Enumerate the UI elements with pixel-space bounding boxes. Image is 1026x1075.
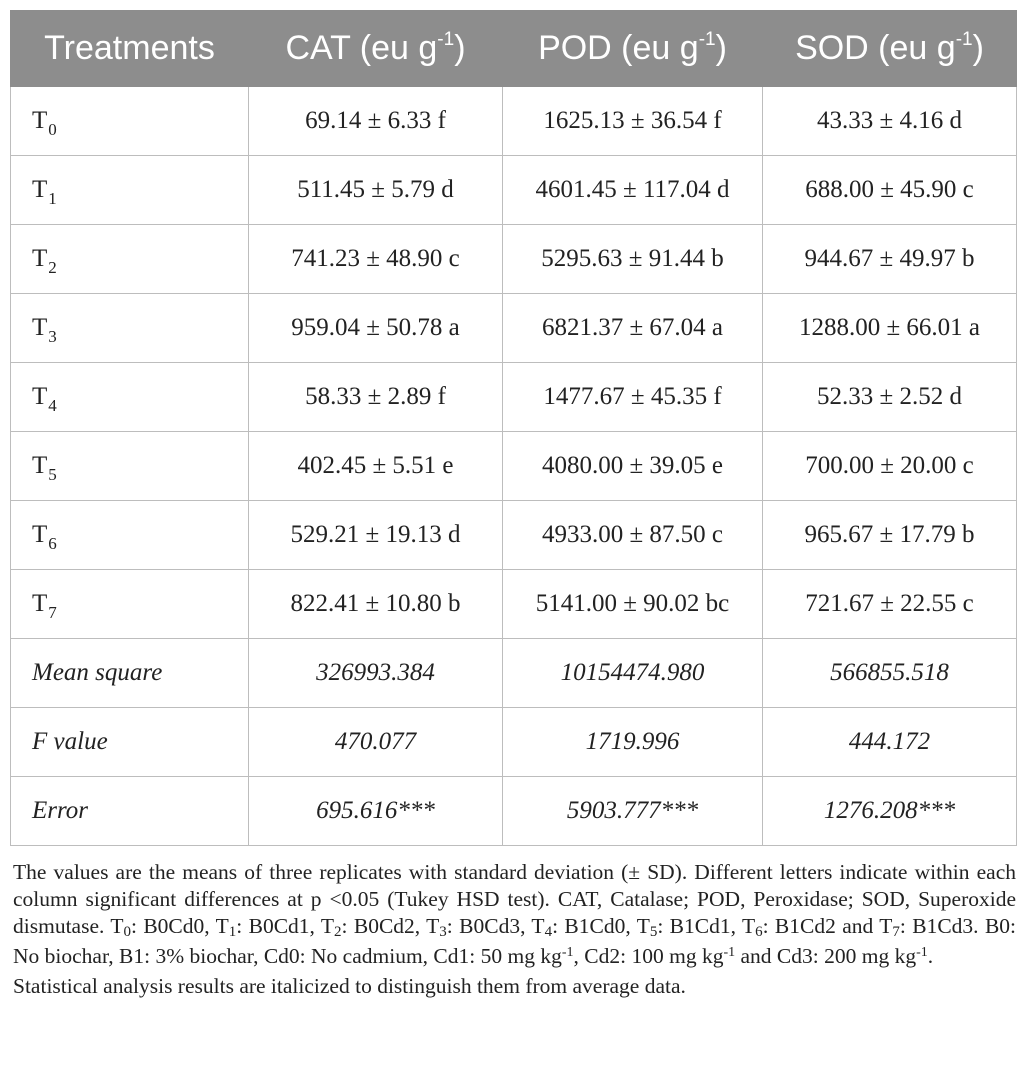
treatment-cell: $T_7$ [11, 570, 249, 639]
cat-stat-cell: 470.077 [249, 708, 503, 777]
treatment-cell: $T_4$ [11, 363, 249, 432]
header-pod: POD (eu $g^{-1}$) [503, 11, 763, 87]
pod-value-cell: 1625.13 ± 36.54 f [503, 87, 763, 156]
table-footnote [10, 859, 1016, 1000]
header-treatments: Treatments [11, 11, 249, 87]
cat-value-cell: 822.41 ± 10.80 b [249, 570, 503, 639]
table-row [11, 225, 1017, 294]
sod-value-cell: 721.67 ± 22.55 c [763, 570, 1017, 639]
pod-value-cell: 6821.37 ± 67.04 a [503, 294, 763, 363]
stat-row [11, 777, 1017, 846]
cat-value-cell: 402.45 ± 5.51 e [249, 432, 503, 501]
cat-value-cell: 58.33 ± 2.89 f [249, 363, 503, 432]
table-row [11, 363, 1017, 432]
treatment-cell: $T_5$ [11, 432, 249, 501]
pod-stat-cell: 10154474.980 [503, 639, 763, 708]
table-row [11, 501, 1017, 570]
pod-value-cell: 1477.67 ± 45.35 f [503, 363, 763, 432]
table-row [11, 294, 1017, 363]
stat-label-cell: Mean square [11, 639, 249, 708]
cat-value-cell: 741.23 ± 48.90 c [249, 225, 503, 294]
sod-value-cell: 688.00 ± 45.90 c [763, 156, 1017, 225]
sod-stat-cell: 566855.518 [763, 639, 1017, 708]
table-header [11, 11, 1017, 87]
pod-stat-cell: 5903.777*** [503, 777, 763, 846]
antioxidant-enzyme-table [10, 10, 1017, 846]
cat-value-cell: 511.45 ± 5.79 d [249, 156, 503, 225]
stat-row [11, 639, 1017, 708]
cat-stat-cell: 326993.384 [249, 639, 503, 708]
treatment-cell: $T_6$ [11, 501, 249, 570]
treatment-cell: $T_1$ [11, 156, 249, 225]
treatment-code: T [110, 914, 124, 938]
sod-value-cell: 43.33 ± 4.16 d [763, 87, 1017, 156]
table-row [11, 156, 1017, 225]
cat-stat-cell: 695.616*** [249, 777, 503, 846]
treatment-cell: $T_3$ [11, 294, 249, 363]
cat-value-cell: 69.14 ± 6.33 f [249, 87, 503, 156]
cat-value-cell: 959.04 ± 50.78 a [249, 294, 503, 363]
sod-stat-cell: 1276.208*** [763, 777, 1017, 846]
pod-value-cell: 4933.00 ± 87.50 c [503, 501, 763, 570]
pod-value-cell: 4080.00 ± 39.05 e [503, 432, 763, 501]
table-row [11, 570, 1017, 639]
sod-value-cell: 52.33 ± 2.52 d [763, 363, 1017, 432]
stat-row [11, 708, 1017, 777]
pod-stat-cell: 1719.996 [503, 708, 763, 777]
footnote-intro: The values are the means of three replicates with standard deviation (± SD). Different letters indicate within each column significant differences at p <0.05 (Tukey HSD test). CAT, Catalase; POD, Peroxidase; SOD, Superoxide dismutase. [13, 860, 1016, 938]
treatment-code: T [426, 914, 440, 938]
pod-value-cell: 5141.00 ± 90.02 bc [503, 570, 763, 639]
stat-label-cell: Error [11, 777, 249, 846]
sod-value-cell: 965.67 ± 17.79 b [763, 501, 1017, 570]
treatment-definitions: $T_0$: B0Cd0, $T_1$: B0Cd1, $T_2$: B0Cd2, $T_3$: B0Cd3, $T_4$: B1Cd0, $T_5$: B1Cd1, $T_6$: B1Cd2 and $T_7$: B1Cd3. [110, 914, 979, 940]
treatment-code: T [879, 914, 893, 938]
treatment-code: T [215, 914, 229, 938]
stat-label-cell: F value [11, 708, 249, 777]
table-container [10, 10, 1016, 1000]
table-row [11, 432, 1017, 501]
sod-stat-cell: 444.172 [763, 708, 1017, 777]
treatment-code: T [741, 914, 756, 938]
sod-value-cell: 700.00 ± 20.00 c [763, 432, 1017, 501]
header-sod: SOD (eu $g^{-1}$) [763, 11, 1017, 87]
footnote-paragraph: The values are the means of three replicates with standard deviation (± SD). Different letters indicate within each column significant differences at p <0.05 (Tukey HSD test). CAT, Catalase; POD, Peroxidase; SOD, Superoxide dismutase. $T_0$: B0Cd0, $T_1$: B0Cd1, $T_2$: B0Cd2, $T_3$: B0Cd3, $T_4$: B1Cd0, $T_5$: B1Cd1, $T_6$: B1Cd2 and $T_7$: B1Cd3. B0: No biochar, B1: 3% biochar, Cd0: No cadmium, Cd1: 50 mg $kg^{-1}$, Cd2: 100 mg $kg^{-1}$ and Cd3: 200 mg $kg^{-1}$. [13, 860, 1017, 968]
cat-value-cell: 529.21 ± 19.13 d [249, 501, 503, 570]
header-cat: CAT (eu $g^{-1}$) [249, 11, 503, 87]
treatment-cell: $T_0$ [11, 87, 249, 156]
sod-value-cell: 1288.00 ± 66.01 a [763, 294, 1017, 363]
footnote-italic-note: Statistical analysis results are italicized to distinguish them from average data. [13, 974, 686, 998]
treatment-code: T [636, 914, 650, 938]
table-body [11, 87, 1017, 846]
sod-value-cell: 944.67 ± 49.97 b [763, 225, 1017, 294]
table-row [11, 87, 1017, 156]
treatment-code: T [320, 914, 335, 938]
pod-value-cell: 5295.63 ± 91.44 b [503, 225, 763, 294]
pod-value-cell: 4601.45 ± 117.04 d [503, 156, 763, 225]
treatment-code: T [531, 914, 545, 938]
treatment-cell: $T_2$ [11, 225, 249, 294]
